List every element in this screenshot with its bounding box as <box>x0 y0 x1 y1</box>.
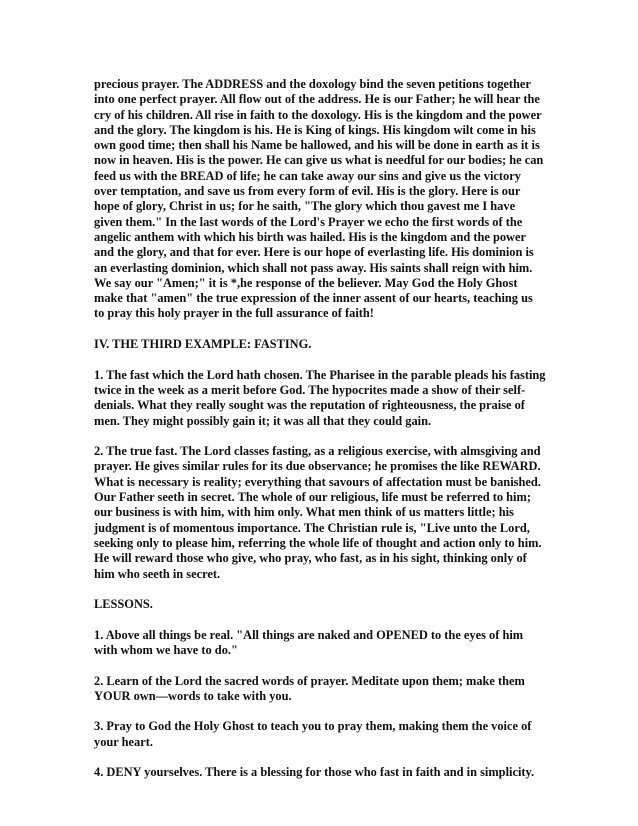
section-heading-fasting: IV. THE THIRD EXAMPLE: FASTING. <box>94 337 312 352</box>
document-body <box>94 77 546 796</box>
paragraph-true-fast: 2. The true fast. The Lord classes fasting, as a religious exercise, with almsgiving and prayer. He gives similar rules for its due observance; he promises the like REWARD. What is necessary is reality; everything that savours of affectation must be banished. Our Father seeth in secret. The whole of our religious, life must be referred to him; our business is with him, with him only. What men think of us matters little; his judgment is of momentous importance. The Christian rule is, "Live unto the Lord, seeking only to please him, referring the whole life of thought and action only to him. He will reward those who give, who pray, who fast, as in his sight, thinking only of him who seeth in secret. <box>94 444 542 581</box>
section-heading-lessons: LESSONS. <box>94 597 153 612</box>
paragraph-prayer-doxology: precious prayer. The ADDRESS and the doxology bind the seven petitions together into one perfect prayer. All flow out of the address. He is our Father; he will hear the cry of his children. All rise in faith to the doxology. His is the kingdom and the power and the glory. The kingdom is his. He is King of kings. His kingdom wilt come in his own good time; then shall his Name be hallowed, and his will be done in earth as it is now in heaven. His is the power. He can give us what is needful for our bodies; he can feed us with the BREAD of life; he can take away our sins and give us the victory over temptation, and save us from every form of evil. His is the glory. Here is our hope of glory, Christ in us; for he saith, "The glory which thou gavest me I have given them." In the last words of the Lord's Prayer we echo the first words of the angelic anthem with which his birth was hailed. His is the kingdom and the power and the glory, and that for ever. Here is our hope of everlasting life. His dominion is an everlasting dominion, which shall not pass away. His saints shall reign with him. We say our "Amen;" it is *,he response of the believer. May God the Holy Ghost make that "amen" the true expression of the inner assent of our hearts, teaching us to pray this holy prayer in the full assurance of faith! <box>94 77 544 321</box>
paragraph-fast-chosen: 1. The fast which the Lord hath chosen. The Pharisee in the parable pleads his fasting twice in the week as a merit before God. The hypocrites made a show of their self-denials. What they really sought was the reputation of righteousness, the praise of men. They might possibly gain it; it was all that they could gain. <box>94 367 546 428</box>
lesson-item-2: 2. Learn of the Lord the sacred words of prayer. Meditate upon them; make them YOUR own—words to take with you. <box>94 673 525 703</box>
lesson-item-3: 3. Pray to God the Holy Ghost to teach you to pray them, making them the voice of your heart. <box>94 719 532 749</box>
lesson-item-1: 1. Above all things be real. "All things are naked and OPENED to the eyes of him with whom we have to do." <box>94 627 524 657</box>
lesson-item-4: 4. DENY yourselves. There is a blessing for those who fast in faith and in simplicity. <box>94 765 535 780</box>
